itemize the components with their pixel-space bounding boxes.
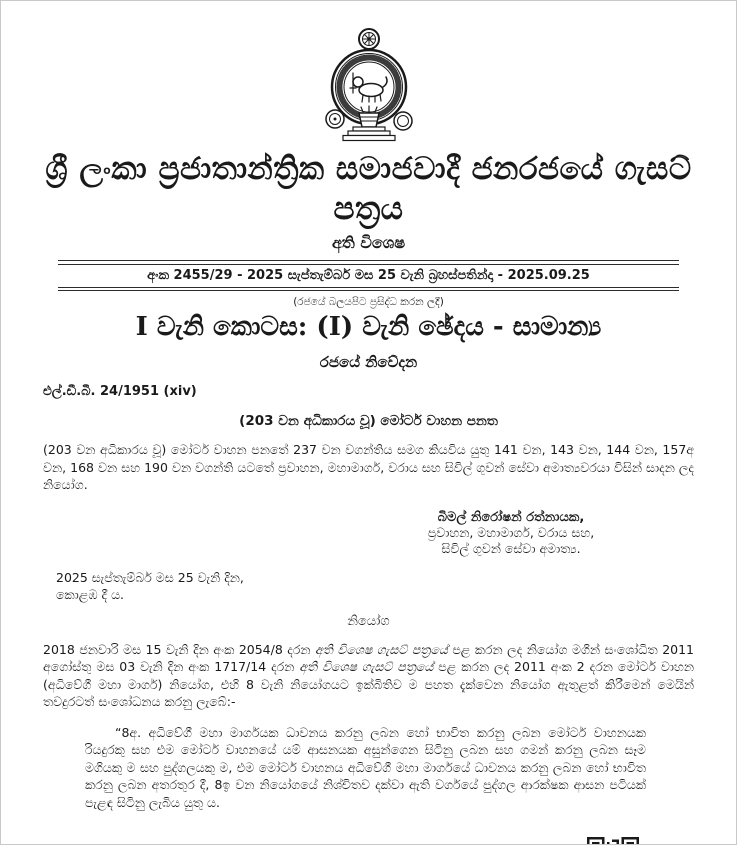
sri-lanka-national-emblem	[1, 27, 736, 145]
intro-paragraph: (203 වන අධිකාරය වූ) මෝටර් වාහන පනතේ 237 වන වගන්තිය සමග කියවිය යුතු 141 වන, 143 වන, 144 වන, 157අ වන, 168 වන සහ 190 වන වගන්ති යටතේ ප්‍රවාහන, මහාමාර්ග, වරාය සහ සිවිල් ගුවන් සේවා අමාත්‍යවරයා විසින් සාදන ලද නියෝග.	[43, 442, 694, 492]
moon-icon	[394, 112, 412, 130]
punkalasa-icon	[359, 106, 379, 127]
amendment-paragraph: 2018 ජනවාරි මස 15 වැනි දින අංක 2054/8 දරන අති විශෙෂ ගැසට් පත්‍රයේ පළ කරන ලද නියෝග මගින් සංශෝධිත 2011 අගෝස්තු මස 03 වැනි දින අංක 1717/14 දරන අති විශෙෂ ගැසට් පත්‍රයේ පළ කරන ලද 2011 අංක 2 දරන මෝටර් වාහන (අධිවේගී මහා මාර්ග) නියෝග, එහි 8 වැනි නියෝගයට ඉක්බිතිව ම පහත දැක්වෙන නියෝග ඇතුළත් කිරීමෙන් මෙයින් තවදුරටත් සංශෝධනය කරනු ලැබේ:-	[43, 641, 694, 709]
part-heading: I වැනි කොටස: (I) වැනි ඡේදය - සාමාන්‍ය	[135, 312, 602, 342]
signature-block	[371, 510, 651, 558]
dharmachakra-icon	[359, 29, 379, 49]
issue-number-line: අංක 2455/29 - 2025 සැප්තැම්බර් මස 25 වැනි බ්‍රහස්පතින්දා - 2025.09.25	[147, 267, 590, 283]
inserted-regulation-paragraph: “8අ. අධිවේගී මහා මාර්ගයක ධාවනය කරනු ලබන හෝ භාවිත කරනු ලබන මෝටර් වාහනයක රියදුරකු සහ එම මෝටර් වාහනයේ යම් ආසනයක අසුන්ගෙන සිටිනු ලබන සහ ගමන් කරනු ලබන සෑම මගියකු ම සහ පුද්ගලයකු ම, එම මෝටර් වාහනය අධිවේගී මහා මාර්ගයේ ධාවනය කරනු ලබන හෝ භාවිත කරනු ලබන අතරතුර දී, 8ඉ වන නියෝගයේ නිශ්චිතව දක්වා ඇති වර්ගයේ පුද්ගල ආරක්ෂක ආසන පටියක් පැළඳ සිටිනු ලැබිය යුතු ය.	[85, 724, 646, 810]
act-title: (203 වන අධිකාරය වූ) මෝටර් වාහන පනත	[239, 413, 498, 429]
double-rule-bottom	[58, 287, 679, 292]
authority-note: (රජයේ බලයපිට ප්‍රසිද්ධ කරන ලදී)	[293, 296, 444, 308]
gazette-header	[1, 27, 736, 371]
issue-strip	[58, 260, 679, 291]
sun-icon	[326, 110, 344, 128]
qr-code	[587, 837, 639, 845]
gazette-title: ශ්‍රී ලංකා ප්‍රජාතාන්ත්‍රික සමාජවාදී ජනරජයේ ගැසට් පත්‍රය	[45, 151, 692, 227]
edition-label: අති විශෙෂ	[331, 233, 406, 252]
reference-number: එල්.ඩී.බී. 24/1951 (xiv)	[43, 384, 197, 399]
emblem-pedestal	[343, 127, 395, 141]
signatory-name: බිමල් නිරෝෂන් රත්නායක,	[437, 509, 585, 525]
regulations-heading: නියෝග	[347, 613, 390, 629]
date-line: 2025 සැප්තැම්බර් මස 25 වැනි දින,	[56, 569, 244, 585]
place-line: කොළඹ දී ය.	[56, 586, 125, 602]
signatory-title-line1: ප්‍රවාහන, මහාමාර්ග, වරාය සහ,	[427, 524, 595, 540]
signatory-title-line2: සිවිල් ගුවන් සේවා අමාත්‍ය.	[441, 541, 581, 556]
section-heading: රජයේ නිවේදන	[319, 353, 418, 371]
qr-row	[43, 837, 694, 845]
notice-body	[1, 384, 736, 845]
date-place-block	[56, 569, 694, 603]
